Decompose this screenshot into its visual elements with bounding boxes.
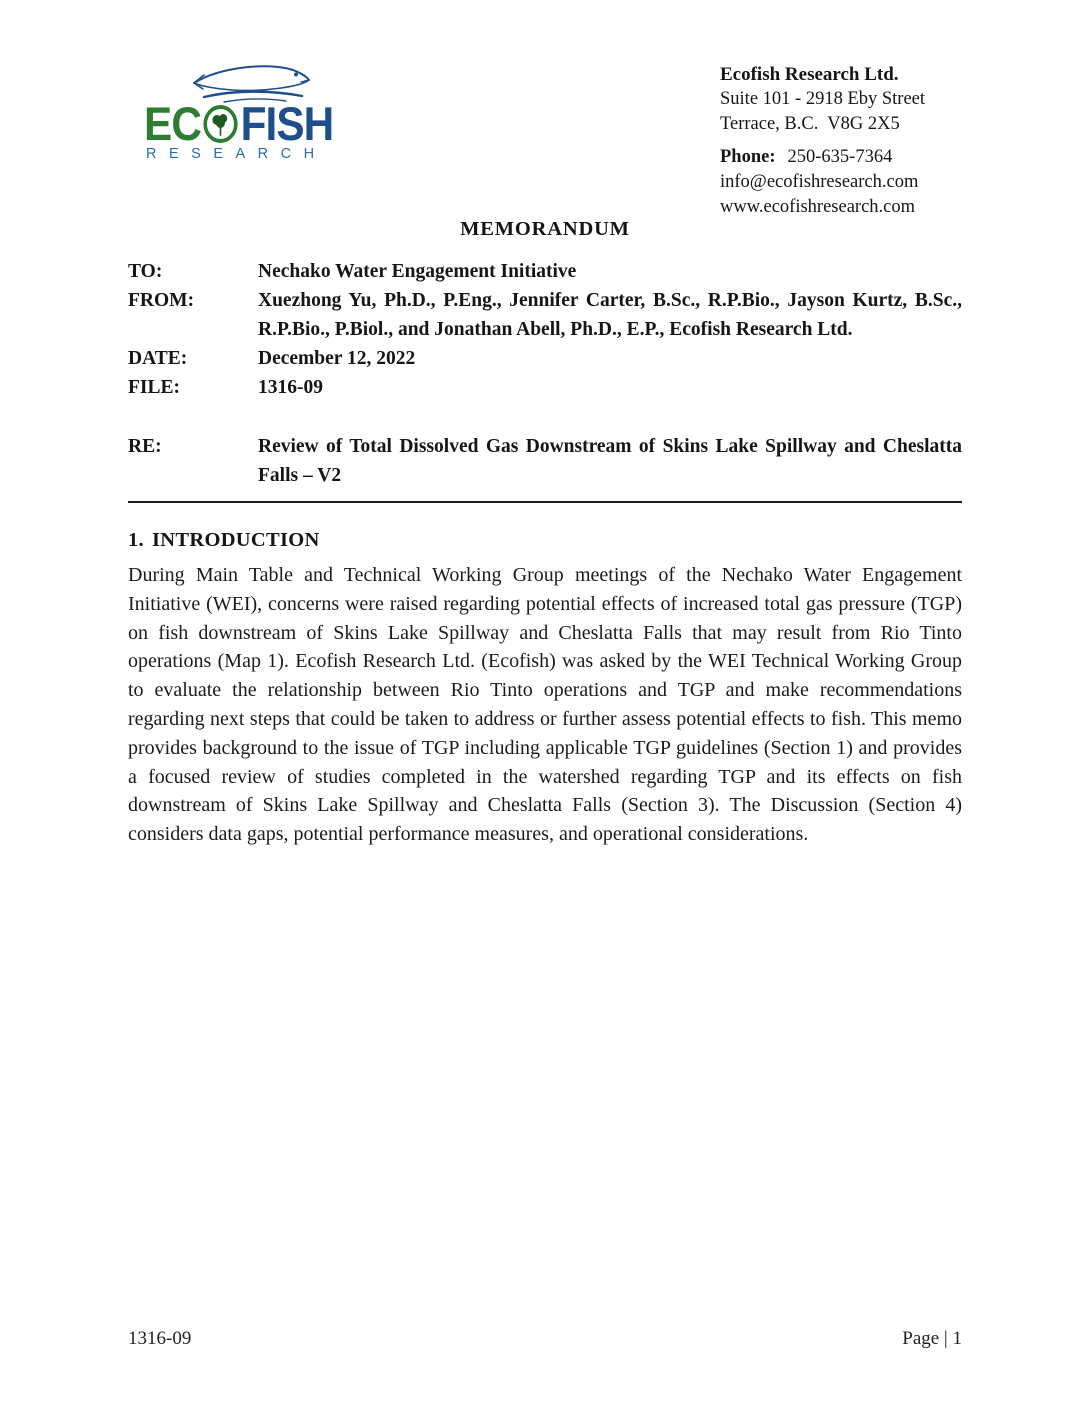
phone-label: Phone: [720,147,776,167]
horizontal-rule [128,501,962,503]
field-label-to: TO: [128,261,163,282]
logo-text-research: RESEARCH [146,146,327,162]
memo-body [128,0,962,849]
company-address-line2: Terrace, B.C. V8G 2X5 [720,114,900,134]
section-heading-introduction [128,529,962,552]
company-email: info@ecofishresearch.com [720,172,919,192]
field-label-from: FROM: [128,290,195,311]
section-title: INTRODUCTION [152,529,320,551]
page-footer [128,1328,962,1350]
field-value-re: Review of Total Dissolved Gas Downstream of Skins Lake Spillway and Cheslatta Falls – V2 [258,436,962,486]
footer-page-number: Page | 1 [902,1328,962,1349]
field-value-date: December 12, 2022 [258,348,416,369]
field-label-file: FILE: [128,377,181,398]
logo-text-fish: FISH [240,97,334,150]
memo-fields [128,257,962,402]
phone-number: 250-635-7364 [787,147,893,167]
memo-title: MEMORANDUM [460,218,630,240]
section-number: 1. [128,529,144,551]
field-value-file: 1316-09 [258,377,323,398]
footer-file-number: 1316-09 [128,1328,192,1349]
introduction-paragraph: During Main Table and Technical Working Group meetings of the Nechako Water Engagement Initiative (WEI), concerns were raised regarding potential effects of increased total gas pressure (TGP) on fish downstream of Skins Lake Spillway and Cheslatta Falls that may result from Rio Tinto operations (Map 1). Ecofish Research Ltd. (Ecofish) was asked by the WEI Technical Working Group to evaluate the relationship between Rio Tinto operations and TGP and make recommendations regarding next steps that could be taken to address or further assess potential effects to fish. This memo provides background to the issue of TGP including applicable TGP guidelines (Section 1) and provides a focused review of studies completed in the watershed regarding TGP and its effects on fish downstream of Skins Lake Spillway and Cheslatta Falls (Section 3). The Discussion (Section 4) considers data gaps, potential performance measures, and operational considerations. [128,564,962,846]
field-label-re: RE: [128,436,162,457]
field-value-to: Nechako Water Engagement Initiative [258,261,577,282]
memo-re-row [128,432,962,490]
logo-text-ec: EC [144,97,201,150]
company-website: www.ecofishresearch.com [720,197,916,217]
field-label-date: DATE: [128,348,188,369]
field-value-from: Xuezhong Yu, Ph.D., P.Eng., Jennifer Carter, B.Sc., R.P.Bio., Jayson Kurtz, B.Sc., R.P.Bio., P.Biol., and Jonathan Abell, Ph.D., E.P., Ecofish Research Ltd. [258,290,962,340]
company-address-line1: Suite 101 - 2918 Eby Street [720,89,926,109]
company-name: Ecofish Research Ltd. [720,64,899,85]
